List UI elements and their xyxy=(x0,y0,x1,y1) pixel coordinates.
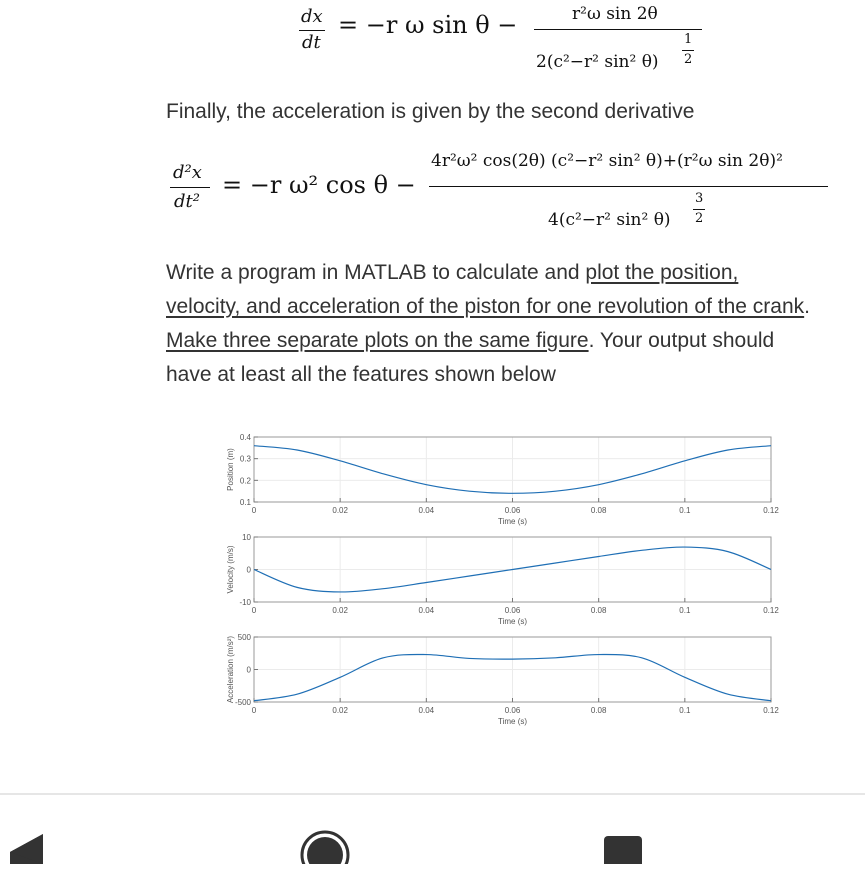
series-line xyxy=(254,446,771,494)
eq2-rhs-term: = −r ω² cos θ − xyxy=(222,171,416,199)
recents-square-icon xyxy=(602,834,644,864)
x-tick-label: 0 xyxy=(252,706,257,715)
y-tick-label: 0.1 xyxy=(240,498,252,507)
home-circle-icon xyxy=(298,828,352,864)
intro-text: Finally, the acceleration is given by the second derivative xyxy=(166,95,816,129)
y-tick-label: 500 xyxy=(238,633,252,642)
y-tick-label: -10 xyxy=(239,598,251,607)
back-button[interactable] xyxy=(0,828,48,864)
eq1-exponent-denominator: 2 xyxy=(684,52,692,67)
eq2-fraction-denominator: 4(c²−r² sin² θ) xyxy=(548,210,671,230)
eq1-lhs-denominator: dt xyxy=(302,32,321,53)
task-link-plot[interactable]: plot the position, velocity, and acceleration of the piston for one revolution of the crank xyxy=(166,261,804,318)
eq2-exponent-denominator: 2 xyxy=(695,211,703,226)
eq1-fraction-denominator: 2(c²−r² sin² θ) xyxy=(536,52,659,72)
eq1-rhs-term: = −r ω sin θ − xyxy=(338,11,517,39)
x-tick-label: 0.02 xyxy=(332,606,348,615)
x-tick-label: 0.06 xyxy=(505,706,521,715)
x-tick-label: 0.08 xyxy=(591,506,607,515)
x-tick-label: 0.06 xyxy=(505,506,521,515)
x-tick-label: 0 xyxy=(252,506,257,515)
task-text-3: . Your output should have at least all the features shown below xyxy=(166,329,774,386)
y-tick-label: 0.3 xyxy=(240,455,252,464)
axes-box xyxy=(254,537,771,602)
x-tick-label: 0.12 xyxy=(763,606,779,615)
x-tick-label: 0.08 xyxy=(591,606,607,615)
x-tick-label: 0.04 xyxy=(419,606,435,615)
back-triangle-icon xyxy=(0,828,48,864)
eq2-fraction-numerator: 4r²ω² cos(2θ) (c²−r² sin² θ)+(r²ω sin 2θ)² xyxy=(431,151,783,171)
y-tick-label: -500 xyxy=(235,698,252,707)
task-text-1: Write a program in MATLAB to calculate and xyxy=(166,261,585,284)
x-axis-label: Time (s) xyxy=(498,717,527,726)
x-tick-label: 0.1 xyxy=(679,706,691,715)
x-tick-label: 0.08 xyxy=(591,706,607,715)
home-button[interactable] xyxy=(298,828,352,864)
y-tick-label: 0 xyxy=(247,666,252,675)
x-axis-label: Time (s) xyxy=(498,517,527,526)
x-tick-label: 0.12 xyxy=(763,706,779,715)
eq2-exponent-numerator: 3 xyxy=(695,191,703,206)
y-tick-label: 0.2 xyxy=(240,476,252,485)
y-axis-label: Velocity (m/s) xyxy=(226,545,235,593)
eq1-fraction-numerator: r²ω sin 2θ xyxy=(572,4,658,24)
axes-box xyxy=(254,437,771,502)
x-tick-label: 0.1 xyxy=(679,606,691,615)
eq2-lhs-denominator: dt² xyxy=(174,191,200,212)
x-tick-label: 0.04 xyxy=(419,506,435,515)
axes-box xyxy=(254,637,771,702)
eq1-lhs-numerator: dx xyxy=(301,6,323,27)
y-axis-label: Position (m) xyxy=(226,448,235,491)
x-tick-label: 0.02 xyxy=(332,506,348,515)
divider xyxy=(0,793,865,795)
eq1-exponent-numerator: 1 xyxy=(684,32,692,47)
eq2-lhs-numerator: d²x xyxy=(173,162,202,183)
recents-button[interactable] xyxy=(602,834,644,864)
x-axis-label: Time (s) xyxy=(498,617,527,626)
x-tick-label: 0 xyxy=(252,606,257,615)
x-tick-label: 0.04 xyxy=(419,706,435,715)
x-tick-label: 0.02 xyxy=(332,706,348,715)
x-tick-label: 0.12 xyxy=(763,506,779,515)
x-tick-label: 0.1 xyxy=(679,506,691,515)
task-paragraph xyxy=(166,256,816,392)
y-tick-label: 0.4 xyxy=(240,433,252,442)
task-text-2: . xyxy=(804,295,810,318)
x-tick-label: 0.06 xyxy=(505,606,521,615)
y-tick-label: 0 xyxy=(247,566,252,575)
series-line xyxy=(254,654,771,700)
y-tick-label: 10 xyxy=(242,533,251,542)
series-line xyxy=(254,547,771,592)
task-link-separate-plots[interactable]: Make three separate plots on the same figure xyxy=(166,329,589,352)
y-axis-label: Acceleration (m/s²) xyxy=(226,636,235,703)
